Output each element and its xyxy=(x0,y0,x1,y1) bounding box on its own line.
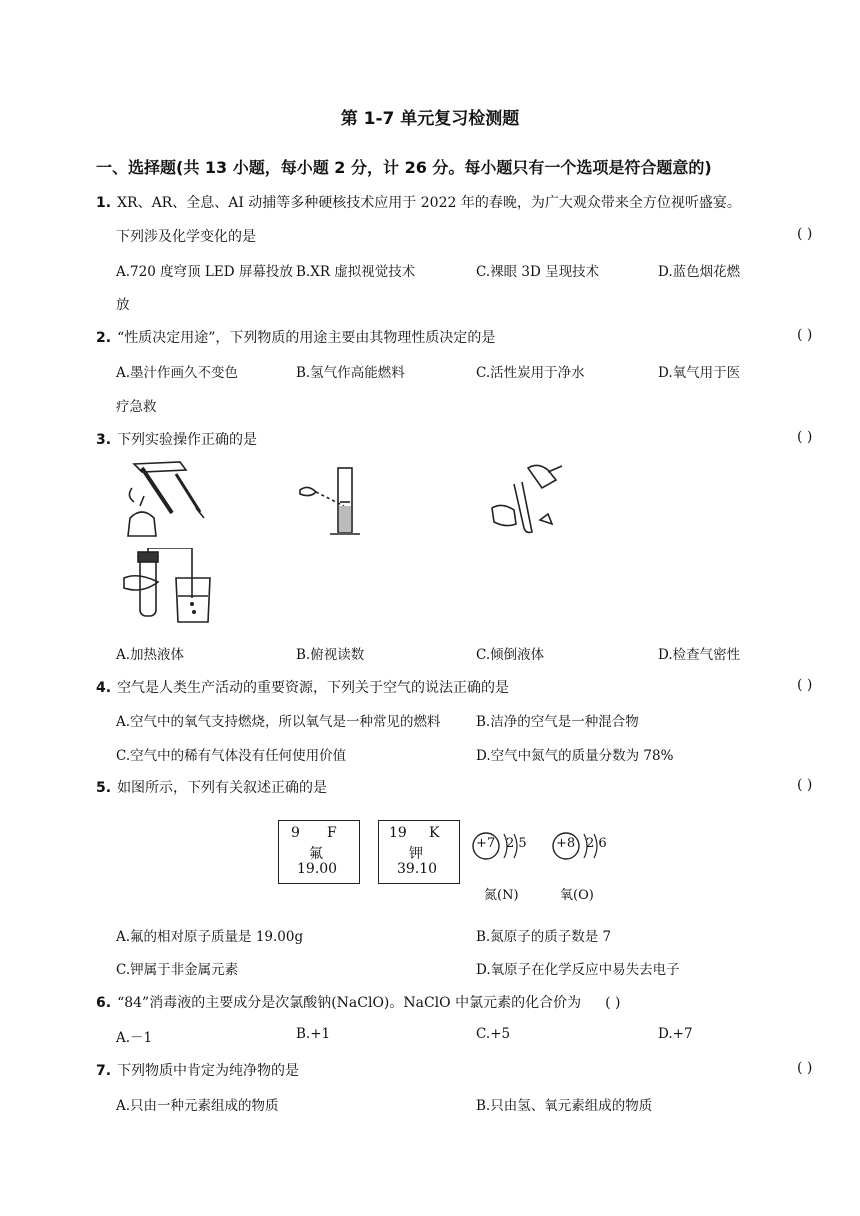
question-2 xyxy=(96,327,495,347)
electron-shells: 2 6 xyxy=(586,836,607,851)
question-text: 下列实验操作正确的是 xyxy=(117,432,258,448)
answer-blank[interactable]: ( ) xyxy=(605,995,621,1011)
option-b[interactable]: B.俯视读数 xyxy=(296,647,365,663)
question-4 xyxy=(96,677,509,697)
question-1 xyxy=(96,192,741,212)
option-c[interactable]: C.倾倒液体 xyxy=(476,647,545,663)
question-text: XR、AR、全息、AI 动捕等多种硬核技术应用于 2022 年的春晚，为广大观众带来全方位视听盛宴。 xyxy=(117,195,741,211)
element-name: 钾 xyxy=(409,846,423,862)
answer-blank[interactable]: ( ) xyxy=(797,1060,813,1076)
answer-blank[interactable]: ( ) xyxy=(797,327,813,343)
question-1-line2: 下列涉及化学变化的是 xyxy=(116,229,256,245)
atomic-number: 9 xyxy=(291,825,300,841)
question-number: 2. xyxy=(96,330,112,346)
option-d[interactable]: D.氧气用于医 xyxy=(658,365,741,381)
option-b[interactable]: B.只由氢、氧元素组成的物质 xyxy=(476,1098,653,1114)
question-text: “84”消毒液的主要成分是次氯酸钠(NaClO)。NaClO 中氯元素的化合价为 xyxy=(117,995,582,1011)
option-d[interactable]: D.氧原子在化学反应中易失去电子 xyxy=(476,962,680,978)
option-a[interactable]: A.－1 xyxy=(116,1030,153,1046)
atomic-mass: 39.10 xyxy=(397,861,438,877)
option-c[interactable]: C.钾属于非金属元素 xyxy=(116,962,239,978)
question-number: 3. xyxy=(96,432,112,448)
option-d[interactable]: D.蓝色烟花燃 xyxy=(658,264,741,280)
option-d[interactable]: D.+7 xyxy=(658,1026,693,1042)
option-a[interactable]: A.氟的相对原子质量是 19.00g xyxy=(116,929,304,945)
element-cell-potassium xyxy=(378,820,460,884)
option-a[interactable]: A.只由一种元素组成的物质 xyxy=(116,1098,279,1114)
option-c[interactable]: C.+5 xyxy=(476,1026,511,1042)
option-b[interactable]: B.氢气作高能燃料 xyxy=(296,365,405,381)
question-6 xyxy=(96,992,620,1012)
option-a[interactable]: A.加热液体 xyxy=(116,647,185,663)
nucleus-charge: +7 xyxy=(476,836,496,851)
section-heading: 一、选择题(共 13 小题，每小题 2 分，计 26 分。每小题只有一个选项是符合题意的) xyxy=(96,158,712,177)
element-symbol: F xyxy=(327,825,337,841)
option-d[interactable]: D.检查气密性 xyxy=(658,647,741,663)
question-7 xyxy=(96,1060,299,1080)
question-text: 如图所示，下列有关叙述正确的是 xyxy=(117,780,328,796)
element-cell-fluorine xyxy=(278,820,360,884)
question-text: 空气是人类生产活动的重要资源，下列关于空气的说法正确的是 xyxy=(117,680,510,696)
option-d[interactable]: D.空气中氮气的质量分数为 78% xyxy=(476,748,674,764)
option-c[interactable]: C.裸眼 3D 呈现技术 xyxy=(476,264,600,280)
answer-blank[interactable]: ( ) xyxy=(797,677,813,693)
question-number: 5. xyxy=(96,780,112,796)
answer-blank[interactable]: ( ) xyxy=(797,777,813,793)
reading-cylinder-figure xyxy=(290,462,400,542)
answer-blank[interactable]: ( ) xyxy=(797,429,813,445)
option-a[interactable]: A.空气中的氧气支持燃烧，所以氧气是一种常见的燃料 xyxy=(116,714,441,730)
question-number: 7. xyxy=(96,1063,112,1079)
question-number: 4. xyxy=(96,680,112,696)
option-d-wrap: 放 xyxy=(116,297,130,313)
electron-shells: 2 5 xyxy=(506,836,527,851)
option-d-wrap: 疗急救 xyxy=(116,399,157,415)
question-text: “性质决定用途”，下列物质的用途主要由其物理性质决定的是 xyxy=(117,330,496,346)
answer-blank[interactable]: ( ) xyxy=(797,226,813,242)
nucleus-charge: +8 xyxy=(556,836,576,851)
element-name: 氟 xyxy=(309,846,323,862)
question-number: 6. xyxy=(96,995,112,1011)
option-b[interactable]: B.氮原子的质子数是 7 xyxy=(476,929,612,945)
atomic-number: 19 xyxy=(389,825,407,841)
airtightness-check-figure xyxy=(112,548,222,632)
option-a[interactable]: A.720 度穹顶 LED 屏幕投放 xyxy=(116,264,293,280)
heating-liquid-figure xyxy=(112,458,222,544)
atomic-mass: 19.00 xyxy=(297,861,338,877)
option-b[interactable]: B.XR 虚拟视觉技术 xyxy=(296,264,416,280)
question-text: 下列物质中肯定为纯净物的是 xyxy=(117,1063,300,1079)
element-symbol: K xyxy=(429,825,440,841)
question-5 xyxy=(96,777,327,797)
pouring-liquid-figure xyxy=(484,458,584,544)
option-c[interactable]: C.空气中的稀有气体没有任何使用价值 xyxy=(116,748,347,764)
question-3 xyxy=(96,429,257,449)
option-a[interactable]: A.墨汁作画久不变色 xyxy=(116,365,239,381)
option-b[interactable]: B.+1 xyxy=(296,1026,331,1042)
option-b[interactable]: B.洁净的空气是一种混合物 xyxy=(476,714,639,730)
option-c[interactable]: C.活性炭用于净水 xyxy=(476,365,585,381)
atom-label: 氮(N) xyxy=(484,888,519,903)
page-title: 第 1-7 单元复习检测题 xyxy=(340,109,520,129)
atom-label: 氧(O) xyxy=(560,888,594,903)
question-number: 1. xyxy=(96,195,112,211)
